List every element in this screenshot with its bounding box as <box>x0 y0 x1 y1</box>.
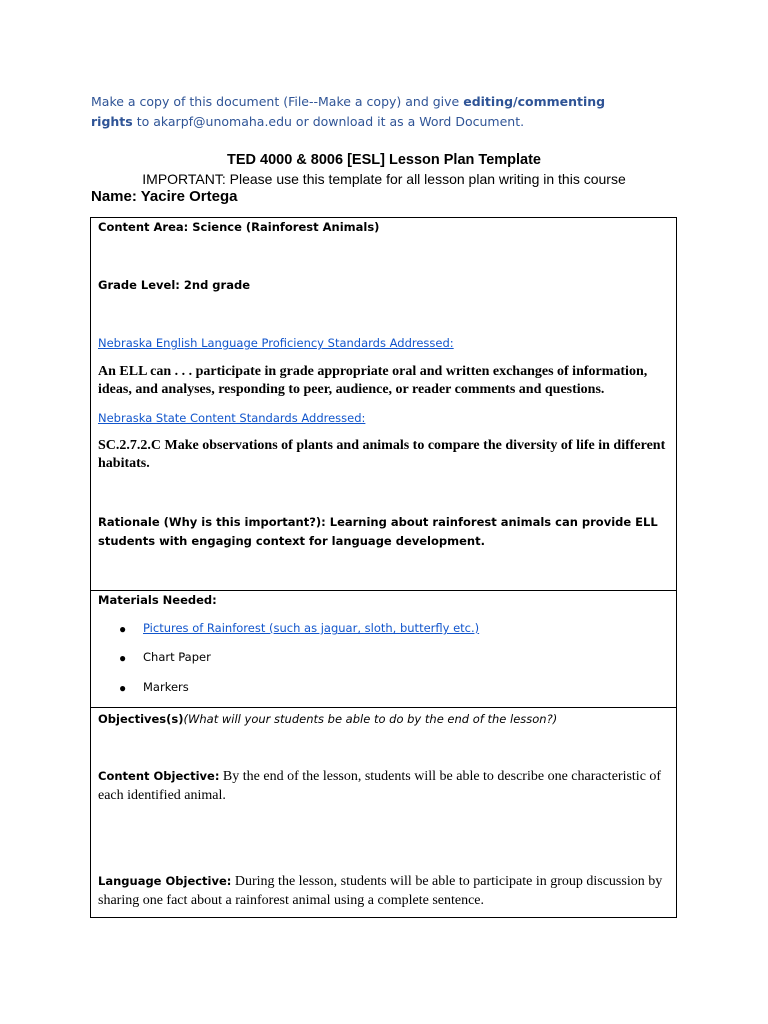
objectives-cell <box>91 708 677 918</box>
rationale: Rationale (Why is this important?): Learning about rainforest animals can provide ELL students with engaging context for language development. <box>98 515 658 548</box>
objectives-heading-label: Objectives(s) <box>98 712 184 726</box>
language-objective-label: Language Objective: <box>98 874 232 888</box>
bullet-icon: ● <box>119 651 127 665</box>
content-objective <box>98 767 668 805</box>
materials-item-markers: Markers <box>143 680 189 694</box>
objectives-heading-note: (What will your students be able to do by the end of the lesson?) <box>183 712 558 726</box>
materials-item-pictures[interactable]: Pictures of Rainforest (such as jaguar, sloth, butterfly etc.) <box>143 621 480 635</box>
content-objective-label: Content Objective: <box>98 769 220 783</box>
content-standard-text: SC.2.7.2.C Make observations of plants and animals to compare the diversity of life in different habitats. <box>98 438 666 471</box>
language-objective <box>98 872 668 910</box>
document-title: TED 4000 & 8006 [ESL] Lesson Plan Template <box>226 152 541 168</box>
content-objective-text: By the end of the lesson, students will be able to describe one characteristic of each identified animal. <box>98 769 662 803</box>
content-area: Content Area: Science (Rainforest Animals) <box>98 220 380 234</box>
objectives-heading <box>98 710 557 728</box>
copy-instructions-prefix: Make a copy of this document (File--Make a copy) and give <box>91 94 464 109</box>
content-standards-link[interactable]: Nebraska State Content Standards Addressed: <box>98 411 366 425</box>
student-name: Name: Yacire Ortega <box>91 188 238 205</box>
document-subtitle: IMPORTANT: Please use this template for all lesson plan writing in this course <box>142 171 626 187</box>
materials-heading: Materials Needed: <box>98 593 217 607</box>
copy-instructions-suffix: to akarpf@unomaha.edu or download it as a Word Document. <box>132 114 525 129</box>
copy-instructions <box>91 92 651 132</box>
standards-cell <box>91 218 677 591</box>
bullet-icon: ● <box>119 681 127 695</box>
language-objective-text: During the lesson, students will be able to participate in group discussion by sharing one fact about a rainforest animal using a complete sentence. <box>98 874 663 908</box>
copy-instructions-bold: editing/commenting rights <box>91 94 606 129</box>
materials-item-chart-paper: Chart Paper <box>143 650 211 664</box>
lesson-plan-table <box>90 217 677 918</box>
elp-standard-text: An ELL can . . . participate in grade appropriate oral and written exchanges of information, ideas, and analyses, responding to peer, audience, or reader comments and questions. <box>98 364 648 397</box>
elp-standards-link[interactable]: Nebraska English Language Proficiency Standards Addressed: <box>98 336 454 350</box>
grade-level: Grade Level: 2nd grade <box>98 278 250 292</box>
bullet-icon: ● <box>119 622 127 636</box>
materials-cell <box>91 591 677 708</box>
